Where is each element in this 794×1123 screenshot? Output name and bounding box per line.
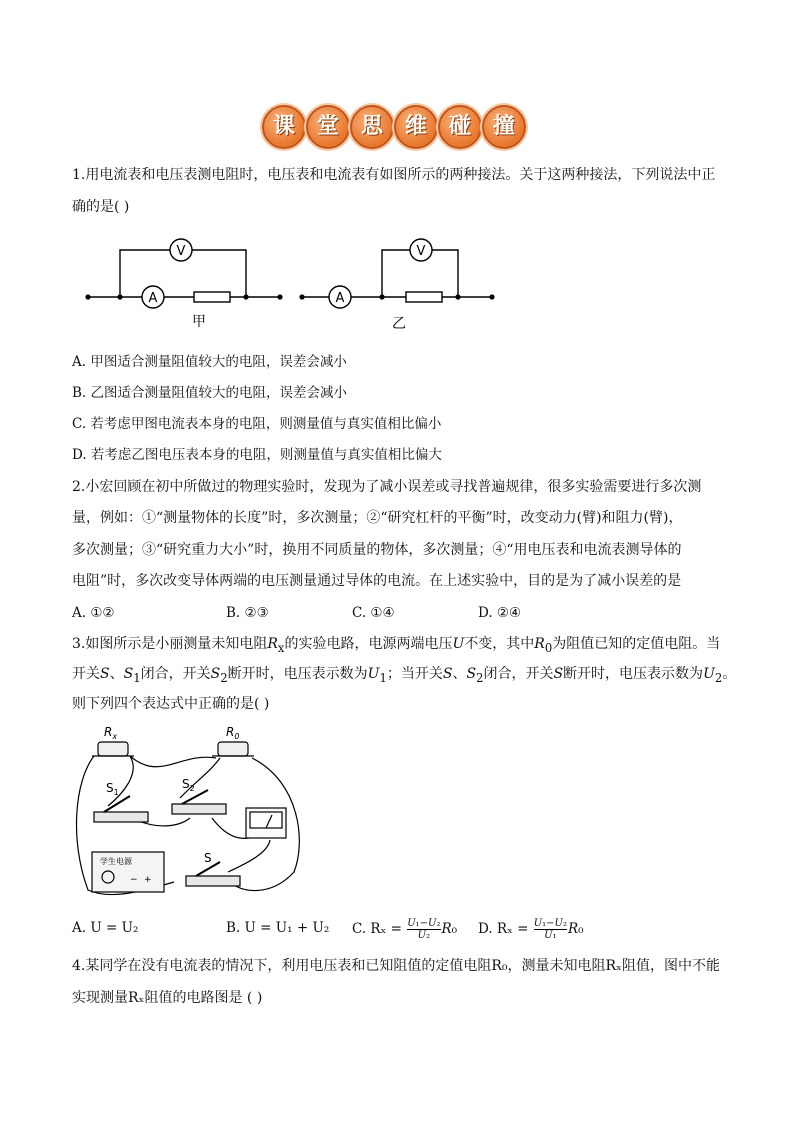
q2-stem-line: 量，例如：①“测量物体的长度”时，多次测量；②“研究杠杆的平衡”时，改变动力(臂)和阻力(臂)， [72, 510, 683, 526]
figure-label-jia: 甲 [192, 314, 206, 330]
q2-option-c[interactable]: C. ①④ [352, 605, 395, 621]
q3-stem-line3: 则下列四个表达式中正确的是( ) [72, 696, 270, 712]
power-supply-label: 学生电源 [100, 857, 132, 866]
ammeter-label: A [335, 291, 345, 306]
q1-stem-line2: 确的是( ) [72, 199, 130, 215]
rx-label: $R_x$ [104, 725, 118, 741]
q1-option-a[interactable]: A. 甲图适合测量阻值较大的电阻，误差会减小 [72, 354, 347, 370]
voltmeter-label: V [176, 244, 186, 259]
title-char: 思 [350, 105, 394, 149]
s-label: S [204, 851, 212, 865]
title-char: 碰 [438, 105, 482, 149]
title-char: 堂 [306, 105, 350, 149]
q3-stem-line1: 3.如图所示是小丽测量未知电阻$R_x$的实验电路，电源两端电压U不变，其中$R_0$为阻值已知的定值电阻。当 [72, 636, 721, 655]
title-char: 撞 [482, 105, 526, 149]
q1-option-d[interactable]: D. 若考虑乙图电压表本身的电阻，则测量值与真实值相比偏大 [72, 447, 442, 463]
q2-option-a[interactable]: A. ①② [72, 605, 115, 621]
power-plus: + [144, 875, 152, 885]
q2-option-b[interactable]: B. ②③ [226, 605, 269, 621]
q2-stem-line: 多次测量；③“研究重力大小”时，换用不同质量的物体，多次测量；④“用电压表和电流表测导体的 [72, 542, 682, 558]
s1-label: $S_1$ [106, 781, 119, 797]
s2-label: $S_2$ [182, 777, 195, 793]
q1-stem-line1: 1.用电流表和电压表测电阻时，电压表和电流表有如图所示的两种接法。关于这两种接法，下列说法中正 [72, 167, 716, 183]
r0-label: $R_0$ [226, 725, 240, 741]
q3-option-a[interactable]: A. U = U₂ [72, 920, 139, 936]
q2-stem-line: 2.小宏回顾在初中所做过的物理实验时，发现为了减小误差或寻找普遍规律，很多实验需要进行多次测 [72, 479, 702, 495]
figure-label-yi: 乙 [392, 316, 406, 332]
q3-circuit-figure [70, 722, 310, 904]
q1-option-c[interactable]: C. 若考虑甲图电流表本身的电阻，则测量值与真实值相比偏小 [72, 416, 442, 432]
q3-stem-line2: 开关S、$S_1$闭合，开关$S_2$断开时，电压表示数为$U_1$；当开关S、$S_2$闭合，开关S断开时，电压表示数为$U_2$。 [72, 666, 737, 685]
q2-stem-line: 电阻”时，多次改变导体两端的电压测量通过导体的电流。在上述实验中，目的是为了减小误差的是 [72, 573, 682, 589]
q3-option-b[interactable]: B. U = U₁ + U₂ [226, 920, 330, 936]
q4-stem-line2: 实现测量Rₓ阻值的电路图是 ( ) [72, 990, 263, 1006]
voltmeter-label: V [416, 244, 426, 259]
q1-circuit-figure [80, 232, 500, 332]
title-char: 课 [262, 105, 306, 149]
q1-option-b[interactable]: B. 乙图适合测量阻值较大的电阻，误差会减小 [72, 385, 348, 401]
q3-option-c[interactable]: C. Rₓ = $\frac{\text{U₁−U₂}}{\text{U₂}}$ R₀ [352, 918, 458, 941]
q2-option-d[interactable]: D. ②④ [478, 605, 522, 621]
q4-stem-line1: 4.某同学在没有电流表的情况下，利用电压表和已知阻值的定值电阻R₀，测量未知电阻Rₓ阻值，图中不能 [72, 958, 720, 974]
title-char: 维 [394, 105, 438, 149]
ammeter-label: A [148, 291, 158, 306]
power-minus: − [130, 875, 138, 885]
q3-option-d[interactable]: D. Rₓ = $\frac{\text{U₁−U₂}}{\text{U₁}}$ R₀ [478, 918, 584, 941]
